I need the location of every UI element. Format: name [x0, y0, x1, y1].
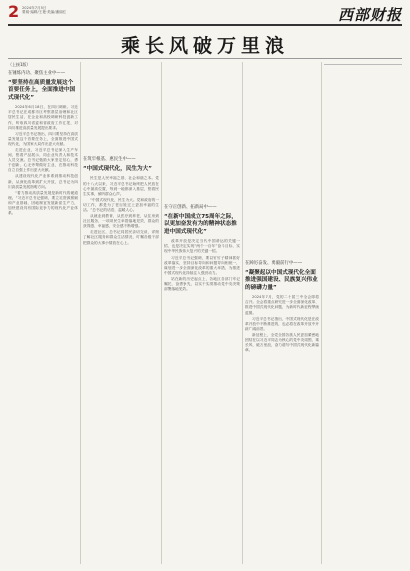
column-separator	[161, 62, 162, 564]
column-5	[324, 62, 402, 566]
paragraph: 习近平总书记指出，四川要坚持在高质量发展这个首要任务上，全面推进中国式现代化，为国家大局作出更大贡献。	[8, 131, 78, 146]
paragraph: 习近平总书记指出，中国式现代化是在改革开放中不断推进的，也必将在改革开放中开辟广阔前景。	[245, 316, 319, 331]
section-title: “要坚持在高质量发展这个首要任务上，全面推进中国式现代化”	[8, 80, 76, 101]
paragraph: 从建设现代化产业体系到推动科技创新，从深化改革到扩大开放，总书记为四川高质量发展指明方向。	[8, 174, 78, 189]
paragraph: 从就业到教育，从医疗到养老，从住房到社区服务，一项项民生举措落地见效，群众的获得感、幸福感、安全感不断增强。	[83, 214, 159, 229]
section-title: “中国式现代化，民生为大”	[83, 166, 152, 172]
column-2	[83, 62, 159, 566]
continued-label: （上接1版）	[8, 62, 31, 67]
section-kicker: 在守正创新、拓新局中——	[164, 205, 217, 210]
section-editor-line: 要闻·编辑/王艳·美编/潘丽红	[22, 10, 67, 15]
column-3	[164, 62, 240, 566]
paragraph: 改革开放是决定当代中国命运的关键一招，也是决定实现“两个一百年”奋斗目标、实现中华民族伟大复兴的关键一招。	[164, 239, 240, 254]
page-headline: 乘长风破万里浪	[120, 35, 289, 57]
column-1	[8, 62, 78, 566]
section-title: “在新中国成立75周年之际，以更加奋发有为的精神状态推进中国式现代化”	[164, 214, 237, 235]
paragraph: “着力推动高质量发展是新时代的硬道理。”习近平总书记强调，要立足资源禀赋和产业基础，因地制宜发展新质生产力，加快建设具有国际竞争力的现代化产业体系。	[8, 190, 78, 216]
header-rule	[8, 24, 402, 26]
column-separator	[321, 62, 322, 564]
column-separator	[80, 62, 81, 564]
column-4	[245, 62, 319, 566]
page-meta	[22, 6, 66, 15]
page-number: 2	[8, 2, 20, 21]
paragraph: 习近平总书记强调，要以钉钉子精神抓好改革落实，坚持目标导向和问题导向相统一，谋划进一步全面深化改革的重大举措，为推进中国式现代化持续注入强劲动力。	[164, 255, 240, 275]
section-kicker: 在筑牢根基、惠民生中——	[83, 157, 136, 162]
paragraph: 站在新的历史起点上，各地区各部门牢记嘱托、奋勇争先，以实干实绩推动党中央决策部署落地见效。	[164, 276, 240, 292]
text-block	[83, 62, 159, 154]
issue-date: 2024年7月5日	[22, 6, 47, 10]
paragraph: 民生是人民幸福之基、社会和谐之本。党的十八大以来，习近平总书记始终把人民放在心中最高位置，每到一地都深入基层，察看民生实事，倾听群众心声。	[83, 176, 159, 196]
headline-rule	[8, 58, 402, 59]
paragraph: 新征程上，全党全国各族人民更加紧密地团结在以习近平同志为核心的党中央周围，乘长风、破万里浪，奋力谱写中国式现代化新篇章。	[245, 332, 319, 353]
paragraph: 2024年7月，党的二十届三中全会即将召开。全会将重点研究进一步全面深化改革、推进中国式现代化问题，为新时代新征程擘画蓝图。	[245, 295, 319, 315]
paragraph: 走进企业，习近平总书记深入生产车间，察看产品展示，同企业负责人和技术人员交流。总书记勉励大家坚定信心，勇于创新，心无旁骛做好主业，在推动科技自立自强上作出更大贡献。	[8, 147, 78, 173]
section-kicker: 在踔厉奋发、勇毅前行中——	[245, 261, 303, 266]
column-separator	[242, 62, 243, 564]
text-block	[245, 62, 319, 258]
divider	[324, 64, 402, 65]
paragraph: 2024年6月18日，在四川调研。习近平总书记在成都市区考察基层治理和社区居民生活，在企业和高校调研科技创新工作，听取四川省委和省政府工作汇报，对四川推进高质量发展提出要求。	[8, 105, 78, 130]
masthead-logo: 西部财报	[337, 6, 402, 24]
section-title: “凝聚起以中国式现代化全面推进强国建设、民族复兴伟业的磅礴力量”	[245, 270, 318, 291]
paragraph: 走进社区，总书记同居民亲切交谈，详细了解社区服务和群众生活情况，叮嘱各级干部把群众的大事小情放在心上。	[83, 230, 159, 245]
paragraph: “中国式现代化，民生为大。党和政府的一切工作，都是为了老百姓过上更加幸福的生活。”总书记的话语，温暖人心。	[83, 197, 159, 212]
text-block	[164, 62, 240, 202]
section-kicker: 在锤炼内功、聚焦主业中——	[8, 71, 66, 76]
